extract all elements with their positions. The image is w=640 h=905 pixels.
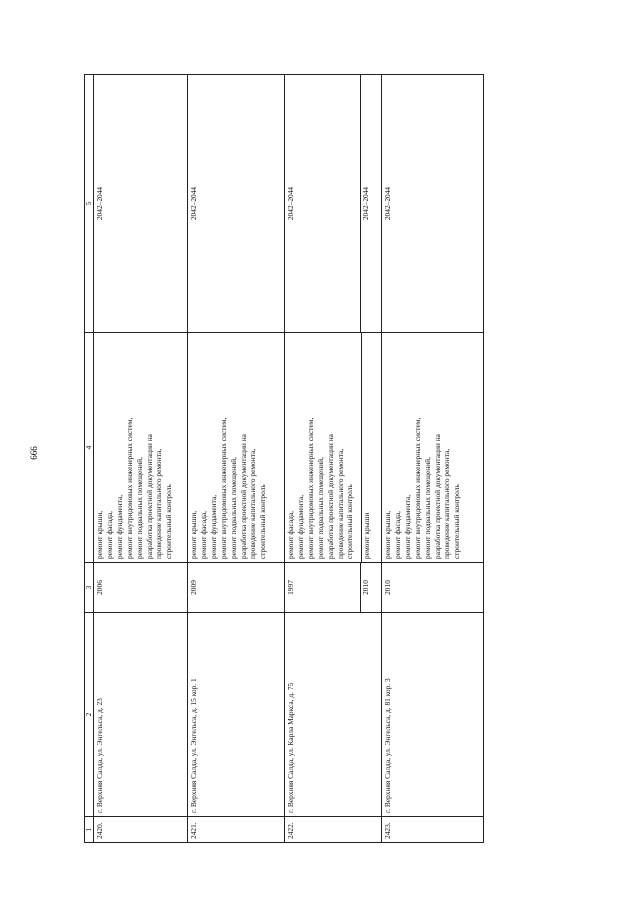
work-item: ремонт крыши, (383, 510, 392, 559)
work-item: ремонт крыши, (189, 510, 198, 559)
period-cell: 2042–2044 (188, 75, 285, 333)
work-item: проведение капитального ремонта, (335, 448, 345, 559)
column-number: 3 (85, 563, 94, 613)
row-number: 2421. (188, 817, 285, 843)
work-item: ремонт подвальных помещений, (422, 457, 432, 559)
work-item: ремонт фундамента, (295, 494, 305, 559)
work-item: проведение капитального ремонта, (442, 448, 452, 559)
repair-schedule-table (84, 74, 484, 843)
work-item: ремонт крыши, (95, 510, 104, 559)
row-number: 2423. (382, 817, 484, 843)
column-number: 5 (85, 75, 94, 333)
work-item: проведение капитального ремонта, (154, 448, 164, 559)
work-item: ремонт подвальных помещений, (228, 457, 238, 559)
works-cell (285, 333, 382, 563)
work-item: ремонт внутридомовых инженерных систем, (412, 417, 422, 559)
work-item: разработка проектной документации на (325, 434, 335, 559)
period-cell: 2042–2044 (94, 75, 188, 333)
column-number-row (85, 75, 94, 843)
year-cell: 2006 (94, 563, 188, 613)
work-item: ремонт внутридомовых инженерных систем, (305, 417, 315, 559)
table-row (285, 75, 382, 843)
work-item: ремонт фасада, (392, 511, 402, 559)
work-item: ремонт внутридомовых инженерных систем, (124, 417, 134, 559)
work-item: ремонт внутридомовых инженерных систем, (218, 417, 228, 559)
period-value: 2042–2044 (286, 186, 295, 221)
table-row (188, 75, 285, 843)
work-item: строительный контроль (452, 484, 462, 559)
year-cell: 2009 (188, 563, 285, 613)
column-number: 4 (85, 333, 94, 563)
year-cell (285, 563, 382, 613)
address-cell: г. Верхняя Салда, ул. Карла Маркса, д. 75 (285, 613, 382, 817)
work-item: ремонт фундамента, (208, 494, 218, 559)
period-cell (285, 75, 382, 333)
table-row (94, 75, 188, 843)
address-cell: г. Верхняя Салда, ул. Энгельса, д. 23 (94, 613, 188, 817)
table-row (382, 75, 484, 843)
year-value: 1997 (286, 580, 295, 595)
work-item: разработка проектной документации на (144, 434, 154, 559)
work-item: строительный контроль (258, 484, 268, 559)
sub-work-item: ремонт крыши (361, 333, 372, 562)
work-item: разработка проектной документации на (238, 434, 248, 559)
work-item: строительный контроль (345, 484, 355, 559)
work-item: проведение капитального ремонта, (248, 448, 258, 559)
works-cell (94, 333, 188, 563)
work-item: ремонт фасада, (286, 511, 295, 559)
year-cell: 2010 (382, 563, 484, 613)
address-cell: г. Верхняя Салда, ул. Энгельса, д. 15 кор. 1 (188, 613, 285, 817)
works-cell (188, 333, 285, 563)
address-cell: г. Верхняя Салда, ул. Энгельса, д. 81 кор. 3 (382, 613, 484, 817)
work-item: ремонт фасада, (198, 511, 208, 559)
rotated-table-wrapper (84, 75, 508, 843)
work-item: ремонт подвальных помещений, (315, 457, 325, 559)
row-number: 2420. (94, 817, 188, 843)
work-item: разработка проектной документации на (432, 434, 442, 559)
column-number: 2 (85, 613, 94, 817)
period-cell: 2042–2044 (382, 75, 484, 333)
sub-period-value: 2042–2044 (360, 75, 371, 332)
work-item: ремонт подвальных помещений, (134, 457, 144, 559)
work-item: строительный контроль (164, 484, 174, 559)
work-item: ремонт фундамента, (114, 494, 124, 559)
page-number: 666 (29, 446, 39, 460)
row-number: 2422. (285, 817, 382, 843)
works-cell (382, 333, 484, 563)
work-item: ремонт фундамента, (402, 494, 412, 559)
work-item: ремонт фасада, (104, 511, 114, 559)
sub-year-value: 2010 (360, 563, 371, 612)
column-number: 1 (85, 817, 94, 843)
